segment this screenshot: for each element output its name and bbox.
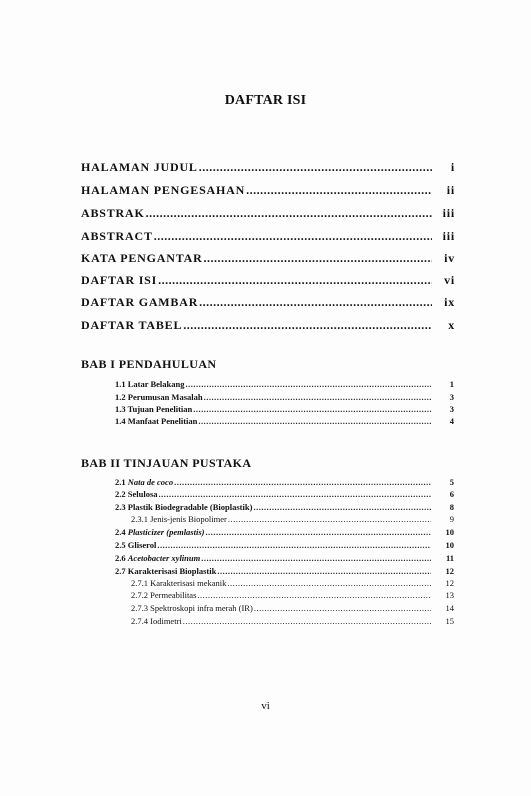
toc-sub-label: 2.7.2 Permeabilitas bbox=[131, 590, 197, 600]
toc-entry-label: HALAMAN PENGESAHAN bbox=[81, 183, 246, 197]
toc-sub-2-7-4[interactable] bbox=[131, 616, 454, 626]
leader-dots bbox=[197, 590, 431, 600]
leader-dots bbox=[174, 477, 431, 487]
page-number: vi bbox=[261, 700, 270, 712]
toc-sub-page: 15 bbox=[445, 616, 454, 626]
toc-sub-label: 2.2 Selulosa bbox=[115, 489, 158, 499]
toc-sub-label: 2.7.4 Iodimetri bbox=[131, 616, 182, 626]
toc-sub-page: 1 bbox=[449, 379, 454, 389]
toc-sub-page: 10 bbox=[445, 540, 454, 550]
toc-entry-page: iii bbox=[442, 206, 455, 220]
toc-entry-label: ABSTRAK bbox=[81, 206, 145, 220]
toc-sub-page: 11 bbox=[445, 553, 454, 563]
toc-entry-page: iii bbox=[442, 229, 455, 243]
leader-dots bbox=[154, 229, 432, 244]
leader-dots bbox=[217, 566, 431, 576]
leader-dots bbox=[183, 318, 432, 333]
leader-dots bbox=[228, 514, 431, 524]
toc-entry-abstract[interactable] bbox=[81, 229, 455, 244]
toc-sub-label: 2.7 Karakterisasi Bioplastik bbox=[115, 566, 217, 576]
toc-sub-label: 1.2 Perumusan Masalah bbox=[115, 392, 203, 402]
toc-entry-label: HALAMAN JUDUL bbox=[81, 160, 198, 174]
toc-sub-page: 4 bbox=[449, 416, 454, 426]
toc-sub-label: 2.7.1 Karakterisasi mekanik bbox=[131, 578, 227, 588]
toc-entry-label: DAFTAR TABEL bbox=[81, 318, 183, 332]
toc-sub-page: 14 bbox=[445, 603, 454, 613]
toc-sub-1-2[interactable] bbox=[115, 392, 454, 402]
leader-dots bbox=[205, 527, 431, 537]
page-title: DAFTAR ISI bbox=[224, 93, 307, 108]
toc-entry-page: vi bbox=[444, 273, 455, 287]
toc-sub-2-7-1[interactable] bbox=[131, 578, 454, 588]
toc-sub-page: 8 bbox=[449, 502, 454, 512]
toc-sub-page: 12 bbox=[445, 578, 454, 588]
toc-sub-page: 10 bbox=[445, 527, 454, 537]
toc-sub-page: 6 bbox=[449, 489, 454, 499]
toc-sub-page: 3 bbox=[449, 392, 454, 402]
toc-entry-daftar-tabel[interactable] bbox=[81, 318, 455, 333]
toc-sub-label: 2.7.3 Spektroskopi infra merah (IR) bbox=[131, 603, 253, 613]
leader-dots bbox=[201, 553, 431, 563]
leader-dots bbox=[186, 379, 431, 389]
leader-dots bbox=[253, 502, 431, 512]
toc-sub-2-1[interactable] bbox=[115, 477, 454, 487]
leader-dots bbox=[158, 273, 432, 288]
toc-sub-2-6[interactable] bbox=[115, 553, 454, 563]
leader-dots bbox=[146, 206, 432, 221]
toc-sub-label: 2.3.1 Jenis-jenis Biopolimer bbox=[131, 514, 227, 524]
toc-sub-label: 2.6 Acetobacter xylinum bbox=[115, 553, 201, 563]
toc-entry-label: KATA PENGANTAR bbox=[81, 251, 203, 265]
toc-sub-page: 5 bbox=[449, 477, 454, 487]
toc-sub-page: 3 bbox=[449, 404, 454, 414]
toc-entry-page: ix bbox=[444, 295, 455, 309]
leader-dots bbox=[159, 489, 431, 499]
toc-sub-2-4[interactable] bbox=[115, 527, 454, 537]
toc-entry-label: DAFTAR ISI bbox=[81, 273, 158, 287]
leader-dots bbox=[254, 603, 431, 613]
toc-entry-kata-pengantar[interactable] bbox=[81, 251, 455, 266]
toc-sub-2-7-3[interactable] bbox=[131, 603, 454, 613]
leader-dots bbox=[183, 616, 431, 626]
toc-sub-label: 1.3 Tujuan Penelitian bbox=[115, 404, 193, 414]
toc-sub-2-5[interactable] bbox=[115, 540, 454, 550]
toc-sub-label: 2.1 Nata de coco bbox=[115, 477, 174, 487]
leader-dots bbox=[157, 540, 431, 550]
leader-dots bbox=[199, 295, 432, 310]
toc-sub-label: 2.3 Plastik Biodegradable (Bioplastik) bbox=[115, 502, 253, 512]
toc-entry-halaman-judul[interactable] bbox=[81, 160, 455, 175]
toc-entry-page: iv bbox=[444, 251, 455, 265]
leader-dots bbox=[193, 404, 431, 414]
toc-sub-1-3[interactable] bbox=[115, 404, 454, 414]
toc-sub-2-7-2[interactable] bbox=[131, 590, 454, 600]
toc-sub-2-7[interactable] bbox=[115, 566, 454, 576]
bab2-heading: BAB II TINJAUAN PUSTAKA bbox=[81, 456, 252, 470]
toc-sub-page: 12 bbox=[445, 566, 454, 576]
toc-entry-label: DAFTAR GAMBAR bbox=[81, 295, 199, 309]
leader-dots bbox=[204, 392, 431, 402]
toc-sub-label: 1.4 Manfaat Penelitian bbox=[115, 416, 198, 426]
toc-sub-1-1[interactable] bbox=[115, 379, 454, 389]
toc-sub-page: 9 bbox=[449, 514, 454, 524]
toc-sub-1-4[interactable] bbox=[115, 416, 454, 426]
bab1-heading: BAB I PENDAHULUAN bbox=[81, 357, 217, 371]
toc-sub-2-3[interactable] bbox=[115, 502, 454, 512]
toc-entry-page: i bbox=[450, 160, 455, 174]
toc-entry-abstrak[interactable] bbox=[81, 206, 455, 221]
toc-entry-label: ABSTRACT bbox=[81, 229, 153, 243]
toc-sub-label: 2.5 Gliserol bbox=[115, 540, 157, 550]
leader-dots bbox=[227, 578, 431, 588]
toc-entry-page: x bbox=[448, 318, 455, 332]
toc-sub-2-3-1[interactable] bbox=[131, 514, 454, 524]
toc-entry-daftar-isi[interactable] bbox=[81, 273, 455, 288]
leader-dots bbox=[246, 183, 432, 198]
toc-sub-label: 1.1 Latar Belakang bbox=[115, 379, 185, 389]
toc-entry-daftar-gambar[interactable] bbox=[81, 295, 455, 310]
toc-sub-page: 13 bbox=[445, 590, 454, 600]
toc-sub-2-2[interactable] bbox=[115, 489, 454, 499]
toc-entry-page: ii bbox=[446, 183, 455, 197]
toc-entry-halaman-pengesahan[interactable] bbox=[81, 183, 455, 198]
toc-sub-label: 2.4 Plasticizer (pemlastis) bbox=[115, 527, 205, 537]
leader-dots bbox=[204, 251, 432, 266]
leader-dots bbox=[198, 416, 431, 426]
leader-dots bbox=[199, 160, 432, 175]
